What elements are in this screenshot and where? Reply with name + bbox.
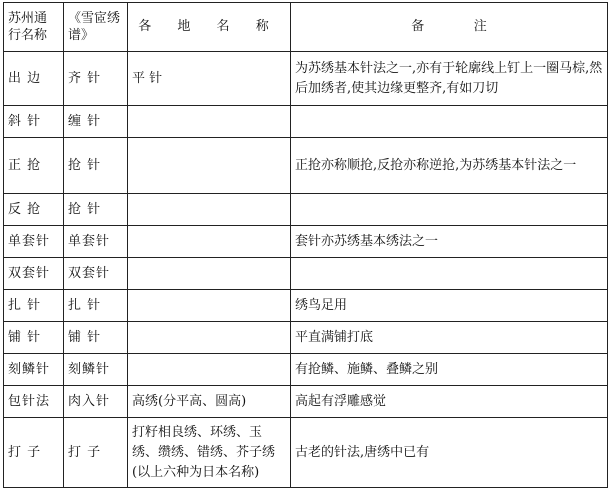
local-name-cell: 高绣(分平高、圆高) [128, 386, 291, 418]
note-cell [291, 194, 608, 226]
note-cell: 平直满铺打底 [291, 322, 608, 354]
header-notes: 备 注 [291, 3, 608, 52]
note-cell: 古老的针法,唐绣中已有 [291, 418, 608, 488]
suzhou-name-cell: 单套针 [4, 226, 64, 258]
xuehuan-name-cell: 铺 针 [64, 322, 128, 354]
local-name-cell [128, 226, 291, 258]
xuehuan-name-cell: 缠 针 [64, 106, 128, 138]
table-row [4, 322, 608, 354]
suzhou-name-cell: 出 边 [4, 52, 64, 106]
xuehuan-name-cell: 抢 针 [64, 138, 128, 194]
note-cell: 有抢鳞、施鳞、叠鳞之别 [291, 354, 608, 386]
table-row [4, 226, 608, 258]
xuehuan-name-cell: 扎 针 [64, 290, 128, 322]
suzhou-name-cell: 刻鳞针 [4, 354, 64, 386]
suzhou-name-cell: 打 子 [4, 418, 64, 488]
table-row [4, 354, 608, 386]
table-row [4, 138, 608, 194]
suzhou-name-cell: 斜 针 [4, 106, 64, 138]
suzhou-name-cell: 反 抢 [4, 194, 64, 226]
table-row [4, 258, 608, 290]
xuehuan-name-cell: 双套针 [64, 258, 128, 290]
header-xuehuan-name: 《雪宧绣谱》 [64, 3, 128, 52]
header-local-names: 各 地 名 称 [128, 3, 291, 52]
table-row [4, 106, 608, 138]
stitch-table [3, 2, 608, 488]
suzhou-name-cell: 铺 针 [4, 322, 64, 354]
local-name-cell [128, 290, 291, 322]
note-cell: 正抢亦称顺抢,反抢亦称逆抢,为苏绣基本针法之一 [291, 138, 608, 194]
xuehuan-name-cell: 齐 针 [64, 52, 128, 106]
note-cell: 高起有浮雕感觉 [291, 386, 608, 418]
local-name-cell [128, 354, 291, 386]
xuehuan-name-cell: 打 子 [64, 418, 128, 488]
table-row [4, 386, 608, 418]
table-row [4, 52, 608, 106]
note-cell [291, 106, 608, 138]
table-row [4, 194, 608, 226]
local-name-cell [128, 322, 291, 354]
local-name-cell [128, 194, 291, 226]
header-suzhou-name: 苏州通行名称 [4, 3, 64, 52]
table-row [4, 290, 608, 322]
local-name-cell [128, 106, 291, 138]
note-cell: 绣鸟足用 [291, 290, 608, 322]
xuehuan-name-cell: 刻鳞针 [64, 354, 128, 386]
local-name-cell: 打籽相良绣、环绣、玉绣、缵绣、错绣、芥子绣(以上六种为日本名称) [128, 418, 291, 488]
note-cell: 套针亦苏绣基本绣法之一 [291, 226, 608, 258]
note-cell [291, 258, 608, 290]
suzhou-name-cell: 正 抢 [4, 138, 64, 194]
suzhou-name-cell: 双套针 [4, 258, 64, 290]
note-cell: 为苏绣基本针法之一,亦有于轮廓线上钉上一圈马棕,然后加绣者,使其边缘更整齐,有如刀切 [291, 52, 608, 106]
local-name-cell: 平 针 [128, 52, 291, 106]
xuehuan-name-cell: 抢 针 [64, 194, 128, 226]
xuehuan-name-cell: 肉入针 [64, 386, 128, 418]
suzhou-name-cell: 扎 针 [4, 290, 64, 322]
table-row [4, 418, 608, 488]
header-row [4, 3, 608, 52]
local-name-cell [128, 258, 291, 290]
local-name-cell [128, 138, 291, 194]
suzhou-name-cell: 包针法 [4, 386, 64, 418]
xuehuan-name-cell: 单套针 [64, 226, 128, 258]
